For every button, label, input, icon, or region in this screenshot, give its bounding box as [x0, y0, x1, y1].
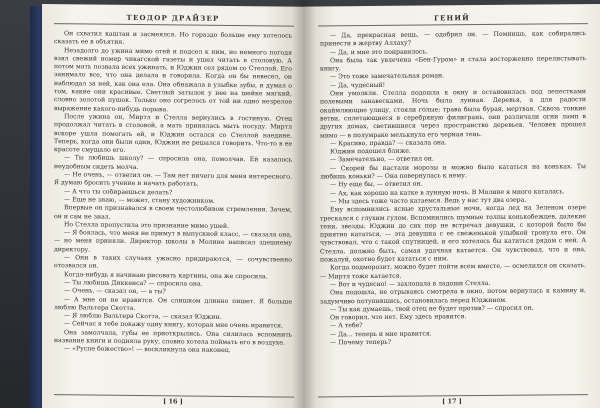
paragraph: — Они в таких случаях ужасно придираются, — сочувственно отозвался он.: [54, 254, 292, 270]
paragraph: — Да, прекрасная вещь, — одобрил он. — Помнишь, как собирались принести в жертву Аллаху?: [320, 30, 586, 48]
paragraph: — Да... теперь и мне нравится.: [330, 330, 432, 339]
paragraph: — А мне он не нравится. Он слишком длинно пишет. Я больше люблю Вальтера Скотта.: [54, 295, 292, 312]
right-page: [304, 4, 600, 408]
paragraph: Но Стелла пропустила это признание мимо ушей.: [64, 221, 230, 230]
right-page-number: [ 17 ]: [442, 397, 462, 406]
paragraph: — Скорей бы настали морозы и можно было кататься на коньках. Ты любишь коньки? — Она повернулась к нему.: [320, 162, 586, 181]
paragraph: Она замолчала, губы ее приоткрылись. Она силилась вспомнить название книги и подняла руку, словно хотела поймать его в воздухе.: [54, 328, 292, 347]
paragraph: — Вот и чудесно! — захлопала в ладоши Стелла.: [330, 279, 491, 289]
paragraph: Он схватил каштан и засмеялся. Но гораздо больше ему хотелось сказать ее в объятия.: [54, 30, 292, 47]
paragraph: — Это тоже замечательная роман.: [330, 72, 445, 81]
left-head-rule: [54, 23, 294, 27]
paragraph: После ужина он, Миртл и Стелла вернулись в гостиную. Отец продолжал читать в столовой, а мать принялась мыть посуду. Миртл вскоре ушла помогать ей, и Юджин остался со Стеллой наедине. Теперь, когда они были одни, Юджин не решался говорить. Что-то в ее красоте смущало его.: [54, 113, 292, 155]
paragraph: — Ах, как хорошо на катке в лунную ночь. В Молине я много каталась.: [330, 187, 565, 197]
paragraph: — Ты любишь школу? — спросила она, помолчав. Ей казалось неудобным сидеть молча.: [54, 154, 292, 171]
paragraph: Когда-нибудь я начинаю рисовать картины, она же спросила.: [64, 270, 268, 280]
right-head-rule: [318, 23, 588, 26]
right-running-head: ГЕНИЙ: [433, 13, 470, 23]
paragraph: Она подошла, не отрываясь смотрела в окно, потом вернулась к камину и, задумчиво потупившись, остановилась перед Юджином.: [320, 287, 586, 305]
paragraph: — Еще не знаю, — может, стану художником.: [64, 196, 216, 205]
paragraph: — Замечательно, — ответил он.: [330, 155, 434, 164]
paragraph: — Да, чудесный!: [330, 81, 386, 90]
left-page-text: [54, 30, 292, 356]
paragraph: Когда подморозит, можно будет пойти всем вместе, — осмелился он сказать. — Миртл тоже катается.: [320, 262, 586, 281]
paragraph: Она была так увлечена «Бен-Гуром» и стала восторженно перелистывать книгу.: [320, 55, 586, 73]
paragraph: — Сейчас я тебе покажу одну книгу, которая мне очень нравится.: [64, 320, 284, 330]
paragraph: — Почему теперь?: [330, 338, 391, 347]
paragraph: — Не очень, — ответил он. — Там нет ничего для меня интересного. Я думаю бросить учение и начать работать.: [54, 171, 292, 188]
paragraph: — А тебе?: [330, 322, 363, 330]
paragraph: Впервые он признавался в своем честолюбивом стремлении. Зачем, он и сам не знал.: [54, 204, 292, 221]
paragraph: — Очень, — сказал он, — а ты?: [64, 287, 166, 296]
left-running-head: ТЕОДОР ДРАЙЗЕР: [126, 12, 220, 23]
paragraph: Он говорил, что нет. Ему здесь нравится.: [330, 313, 467, 322]
paragraph: — Мы здесь тоже часто катаемся. Ведь у нас тут два озера.: [330, 196, 527, 206]
paragraph: Ему вспомнились ясные хрустальные ночи, когда лед на Зеленом озере трескался с глухим гулом. Вспомнились шумные толпы конькобежцев, далекие тени, звезды. Юджин до сих пор не встречал девушки, с которой было бы приятно кататься, — эта девушка с ее свеженькой улыбкой тронула его. Он чувствовал, что с такой спутницей, и его хотелось бы катиться рядом с ней. А Стелла, должно быть, самая удачная катается. Он чувствовал, что и она, пожалуй, охотно будет кататься с ним.: [320, 204, 586, 264]
paragraph: — Красиво, правда? — сказала она.: [330, 139, 447, 148]
paragraph: — «Руспе божество»! — воскликнула она наконец.: [64, 345, 231, 355]
paragraph: Незадолго до ужина мимо отей и подсел к ним, но немного погодя взял свежий номер чикагской газеты и ушел читать в столовую. А потом мать позвала всех ужинать, и Юджин сел рядом со Стеллой. Его занимало все, что она делала и говорила. Когда он бы невесел, он наблюдал за ней, как она ела. Она обнажала в улыбке зубы, и думал о том, какие они красивые. Светлый затылок у нее на шейке мягкий, словно золотой пушок. Только оно согрелось от той ни одно незрелое выражение какого-нибудь порыва.: [54, 46, 292, 113]
paragraph: — Ну еще бы, — ответил он.: [330, 180, 423, 189]
paragraph: — Я боялась, что меня не примут в выпускной класс, — сказала она, — но меня приняли. Директор школы в Молине написал здешнему директору.: [54, 229, 292, 254]
paragraph: — Ты как думаешь, твой отец не будет против? — спросил он.: [330, 304, 534, 314]
paragraph: — Ты любишь Диккенса? — спросила она.: [64, 279, 203, 288]
paragraph: — Я люблю Вальтера Скотта, — сказал Юджин.: [64, 312, 222, 321]
paragraph: Юджин подошел ближе.: [330, 147, 411, 156]
paragraph: — Да, и мне это понравилось.: [330, 48, 428, 56]
right-page-text: [320, 30, 586, 348]
paragraph: — А что ты собираешься делать?: [64, 187, 173, 197]
left-page-number: [ 16 ]: [163, 397, 183, 406]
left-page: [42, 4, 304, 408]
paragraph: Они умолкли. Стелла подошла к окну и остановилась под лепестками полевыми занавесками. Ночь была лунная. Деревья, а для радости окаймляющие улицу, стояли голые; трава была бурая, мертвая. Сквозь тонкие ветви, сплетающиеся в серебряную филигрань, они различали огни ламп в других домах, светившиеся через пространство деревьев. Человек прошел мимо — в полумраке мелькнула его черная тень.: [320, 88, 586, 140]
